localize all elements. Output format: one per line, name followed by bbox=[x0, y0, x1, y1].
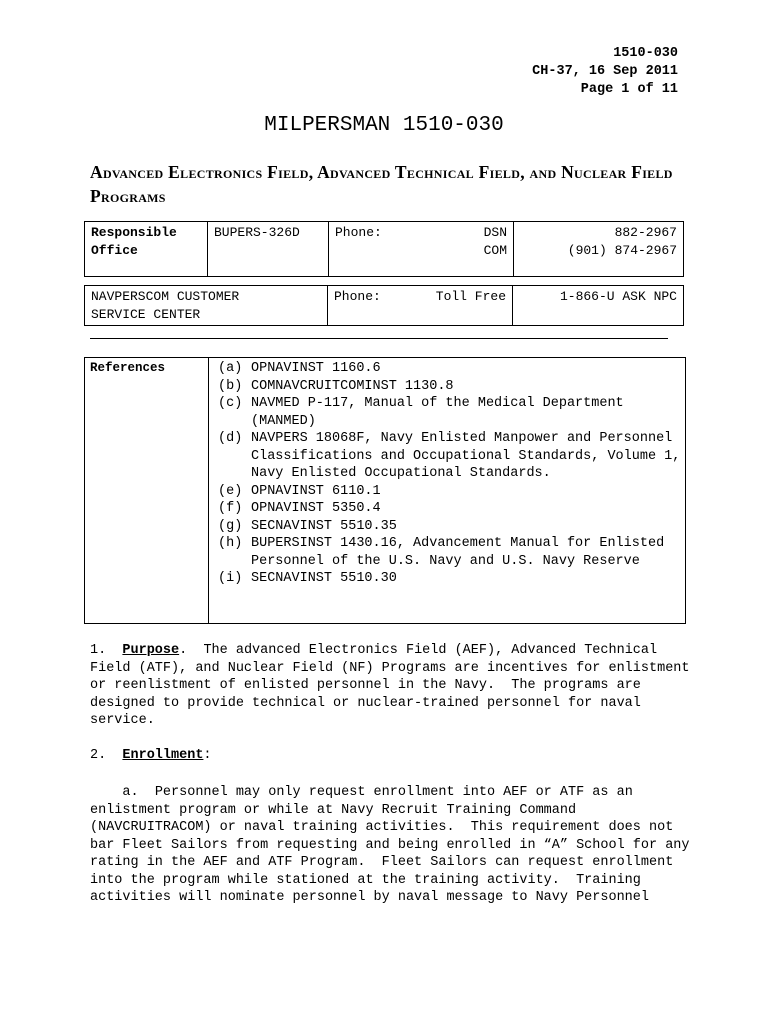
page-title: MILPERSMAN 1510-030 bbox=[264, 114, 504, 137]
reference-item: (c) NAVMED P-117, Manual of the Medical Department (MANMED) bbox=[218, 396, 624, 429]
phone-label: Phone: bbox=[335, 225, 382, 240]
paragraph-letter: a. bbox=[122, 785, 139, 800]
dsn-number: 882-2967 bbox=[614, 225, 677, 240]
responsible-office-label: Responsible Office bbox=[85, 222, 208, 277]
toll-free-number: 1-866-U ASK NPC bbox=[513, 286, 684, 326]
com-number: (901) 874-2967 bbox=[567, 242, 677, 258]
phone-cell bbox=[329, 222, 514, 277]
reference-item: (i) SECNAVINST 5510.30 bbox=[218, 571, 397, 586]
references-box bbox=[84, 357, 686, 624]
page-indicator: Page 1 of 11 bbox=[580, 82, 678, 97]
responsible-office-table bbox=[84, 221, 684, 277]
section-body: The advanced Electronics Field (AEF), Advanced Technical Field (ATF), and Nuclear Field (NF) Programs are incentives for enlistment or reenlistment of enlisted personnel in the Navy. The programs are designed to provide technical or nuclear-trained personnel for naval service. bbox=[90, 643, 698, 728]
phone-numbers bbox=[514, 222, 684, 277]
customer-service-table bbox=[84, 285, 684, 326]
section-heading: Enrollment bbox=[122, 748, 204, 763]
responsible-office-value: BUPERS-326D bbox=[208, 222, 329, 277]
com-label: COM bbox=[483, 242, 507, 258]
section-heading: Purpose bbox=[122, 643, 180, 658]
reference-item: (e) OPNAVINST 6110.1 bbox=[218, 483, 381, 499]
reference-item: (d) NAVPERS 18068F, Navy Enlisted Manpower and Personnel Classifications and Occupational Standards, Volume 1, Navy Enlisted Occupational Standards. bbox=[218, 431, 681, 481]
references-label: References bbox=[90, 361, 166, 375]
dsn-label: DSN bbox=[483, 225, 507, 240]
reference-item: (h) BUPERSINST 1430.16, Advancement Manual for Enlisted Personnel of the U.S. Navy and U.S. Navy Reserve bbox=[218, 536, 665, 569]
reference-item: (f) OPNAVINST 5350.4 bbox=[218, 501, 381, 516]
doc-number: 1510-030 bbox=[613, 46, 678, 61]
customer-service-name: NAVPERSCOM CUSTOMER SERVICE CENTER bbox=[85, 286, 328, 326]
references-list bbox=[218, 360, 683, 588]
section-number: 2. bbox=[90, 748, 107, 763]
change-date: CH-37, 16 Sep 2011 bbox=[532, 64, 678, 79]
toll-free-label: Toll Free bbox=[435, 289, 506, 304]
divider bbox=[90, 338, 668, 339]
paragraph-body: Personnel may only request enrollment into AEF or ATF as an enlistment program or while at Navy Recruit Training Command (NAVCRUITRACOM) or naval training activities. This requirement does not bar Fleet Sailors from requesting and being enrolled in “A” School for any rating in the AEF and ATF Program. Fleet Sailors can request enrollment into the program while stationed at the training activity. Training activities will nominate personnel by naval message to Navy Personnel bbox=[90, 785, 698, 905]
reference-item: (b) COMNAVCRUITCOMINST 1130.8 bbox=[218, 378, 454, 394]
section-enrollment: 2. Enrollment: bbox=[90, 748, 212, 763]
reference-item: (g) SECNAVINST 5510.35 bbox=[218, 518, 397, 534]
references-divider bbox=[208, 358, 209, 623]
customer-phone-label: Phone: bbox=[334, 289, 381, 304]
enrollment-paragraph-a bbox=[90, 784, 698, 907]
customer-phone-cell bbox=[328, 286, 513, 326]
document-subtitle: Advanced Electronics Field, Advanced Technical Field, and Nuclear Field Programs bbox=[90, 162, 673, 206]
reference-item: (a) OPNAVINST 1160.6 bbox=[218, 361, 381, 376]
section-number: 1. bbox=[90, 643, 107, 658]
section-purpose: 1. Purpose. The advanced Electronics Field (AEF), Advanced Technical Field (ATF), and Nuclear Field (NF) Programs are incentives for enlistment or reenlistment of enlisted personnel in the Navy. The programs are designed to provide technical or nuclear-trained personnel for naval service. bbox=[90, 643, 698, 728]
